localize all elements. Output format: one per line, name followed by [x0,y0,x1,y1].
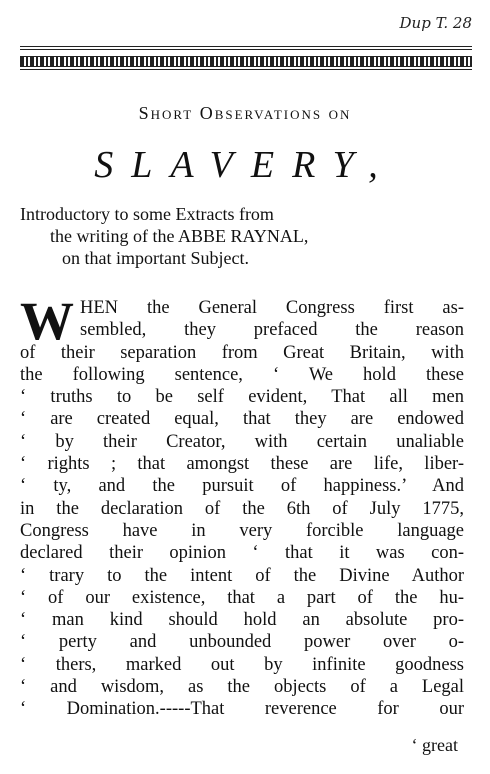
ornamental-border [20,56,472,67]
body-line: sembled, they prefaced the reason [80,320,464,341]
body-line: ‘ perty and unbounded power over o- [20,632,464,653]
body-line: ‘ truths to be self evident, That all men [20,387,464,408]
body-line: ‘ thers, marked out by infinite goodness [20,654,464,675]
body-line: ‘ of our existence, that a part of the hu- [20,587,464,608]
body-line: ‘ trary to the intent of the Divine Author [20,565,464,586]
body-line: ‘ Domination.-----That reverence for our [20,699,464,720]
top-double-rule [20,46,472,50]
body-line: of their separation from Great Britain, with [20,342,464,363]
bottom-rule [20,69,472,70]
page-heading: Short Observations on [138,103,352,123]
subtitle-line: the writing of the ABBE RAYNAL, [50,226,309,246]
body-line: Congress have in very forcible language [20,520,464,541]
body-line: declared their opinion ‘ that it was con- [20,543,464,564]
subtitle-block [20,203,470,269]
body-line: ‘ are created equal, that they are endowed [20,409,464,430]
body-line: ‘ ty, and the pursuit of happiness.’ And [20,476,464,497]
page-title: SLAVERY, [94,144,396,186]
subtitle-line: Introductory to some Extracts from [20,204,274,224]
body-line: HEN the General Congress first as- [80,298,464,318]
body-line: ‘ by their Creator, with certain unaliable [20,431,464,452]
body-line: the following sentence, ‘ We hold these [20,364,464,385]
body-line: in the declaration of the 6th of July 1775, [20,498,464,519]
body-paragraph [20,291,464,721]
body-line: ‘ rights ; that amongst these are life, liber- [20,454,464,475]
shelfmark-annotation: Dup T. 28 [399,14,472,32]
subtitle-line: on that important Subject. [62,248,249,268]
body-line: ‘ and wisdom, as the objects of a Legal [20,677,464,698]
drop-cap: W [20,291,74,351]
catchword: ‘ great [411,735,458,755]
body-line: ‘ man kind should hold an absolute pro- [20,610,464,631]
